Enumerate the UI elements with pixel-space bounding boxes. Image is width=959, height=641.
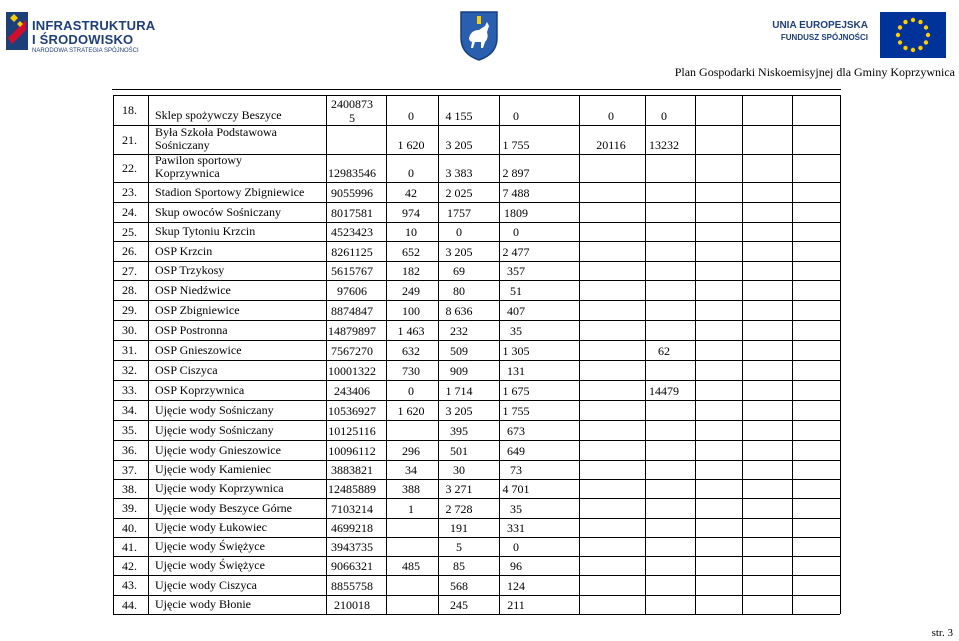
row-number: 26. [122,244,137,258]
cell-value: 8 636 [445,304,473,318]
cell-value: 8855758 [331,579,373,593]
row-number: 21. [122,132,137,147]
cell-value: 0 [513,225,519,239]
cell-value: 243406 [334,384,370,398]
cell-value: 10 [405,225,417,239]
row-number: 42. [122,558,137,573]
cell-value: 1 620 [397,404,425,418]
cell-value: 8017581 [331,206,373,220]
cell-value: 3943735 [331,540,373,554]
cell-value: 9066321 [331,559,373,573]
cell-value: 14479 [649,384,679,398]
facility-name: OSP Koprzywnica [155,383,245,397]
facility-name: Ujęcie wody Koprzywnica [155,481,284,495]
header-rule [112,89,841,90]
cell-value: 1 675 [502,384,530,398]
cell-value: 501 [450,444,468,458]
logo-text-fundusz: FUNDUSZ SPÓJNOŚCI [780,33,868,42]
row-number: 38. [122,481,137,496]
facility-name: OSP Zbigniewice [155,303,240,317]
facility-name: Pawilon sportowy [155,153,242,167]
cell-value: 210018 [334,598,370,612]
facility-name: OSP Krzcin [155,244,213,258]
cell-value: 100 [402,304,420,318]
eu-star-icon [896,33,900,37]
cell-value: 1757 [447,206,471,220]
logo-text-unia: UNIA EUROPEJSKA [772,20,868,31]
eu-star-icon [918,46,922,50]
row-number: 31. [122,343,137,357]
facility-name: Skup Tytoniu Krzcin [155,224,256,238]
cell-value: 124 [507,579,525,593]
cell-value: 3 205 [445,404,473,418]
cell-value: 34 [405,463,417,477]
facility-name: OSP Ciszyca [155,363,218,377]
cell-value: 182 [402,264,420,278]
cell-value: 0 [513,109,519,123]
cell-value: 485 [402,559,420,573]
cell-value: 7103214 [331,502,373,516]
facility-name: Ujęcie wody Kamieniec [155,462,271,476]
row-number: 24. [122,205,137,219]
facility-name: OSP Niedźwice [155,283,231,297]
cell-value: 1 620 [397,138,425,152]
cell-value: 10096112 [328,444,376,458]
eu-star-icon [911,48,915,52]
cell-value: 12485889 [328,482,376,496]
cell-value: 2 728 [445,502,473,516]
row-number: 43. [122,578,137,592]
cell-value: 1 714 [445,384,473,398]
cell-value: 211 [507,598,525,612]
cell-value: 14879897 [328,324,376,338]
row-number: 23. [122,185,137,199]
cell-value: 4523423 [331,225,373,239]
cell-value: 0 [513,540,519,554]
row-number: 33. [122,383,137,397]
cell-value: 5615767 [331,264,373,278]
cell-value: 1 463 [397,324,425,338]
row-number: 32. [122,363,137,377]
facility-name: Ujęcie wody Beszyce Górne [155,501,292,515]
cell-value: 35 [510,502,522,516]
row-number: 36. [122,443,137,457]
cell-value: 51 [510,284,522,298]
eu-star-icon [918,20,922,24]
facility-name: Była Szkoła Podstawowa [155,125,277,139]
nss-flag-icon [6,8,30,54]
cell-value: 331 [507,521,525,535]
cell-value: 2 025 [445,186,473,200]
eu-star-icon [911,18,915,22]
row-number: 40. [122,520,137,535]
cell-value: 2 897 [502,166,530,180]
facility-name: Ujęcie wody Ciszyca [155,578,257,592]
facility-name: OSP Gnieszowice [155,343,242,357]
cell-value: 73 [510,463,522,477]
cell-value: 245 [450,598,468,612]
row-number: 30. [122,323,137,337]
eu-flag-icon [880,12,946,58]
facility-name: OSP Trzykosy [155,263,225,277]
cell-value: 407 [507,304,525,318]
facility-name: Ujęcie wody Błonie [155,597,251,611]
page-number: str. 3 [931,627,953,639]
cell-value: 9055996 [331,186,373,200]
cell-value: 8261125 [331,245,373,259]
cell-value: 649 [507,444,525,458]
row-number: 44. [122,597,137,612]
facility-name: Stadion Sportowy Zbigniewice [155,185,305,199]
cell-value: 30 [453,463,465,477]
cell-value: 3 205 [445,138,473,152]
row-number: 27. [122,263,137,278]
cell-value: 3 271 [445,482,473,496]
facility-name: Skup owoców Sośniczany [155,205,281,219]
cell-value: 652 [402,245,420,259]
cell-value: 2400873 [331,97,373,111]
cell-value: 42 [405,186,417,200]
row-number: 28. [122,283,137,297]
cell-value: 8874847 [331,304,373,318]
cell-value: 4 155 [445,109,473,123]
cell-value: 0 [408,384,414,398]
cell-value: 97606 [337,284,367,298]
facility-name: Sośniczany [155,138,210,152]
cell-value: 1 [408,502,414,516]
logo-text-srodowisko: I ŚRODOWISKO [32,32,134,47]
facility-name: Sklep spożywczy Beszyce [155,108,282,122]
row-number: 22. [122,161,137,175]
cell-value: 909 [450,364,468,378]
eu-star-icon [924,25,928,29]
cell-value: 7 488 [502,186,530,200]
row-number: 29. [122,303,137,317]
cell-value: 5 [349,111,355,125]
cell-value: 232 [450,324,468,338]
cell-value: 4699218 [331,521,373,535]
facility-name: Ujęcie wody Świężyce [155,539,265,553]
cell-value: 131 [507,364,525,378]
facility-name: Ujęcie wody Gnieszowice [155,443,281,457]
eu-star-icon [926,33,930,37]
cell-value: 12983546 [328,166,376,180]
row-number: 34. [122,403,137,417]
cell-value: 357 [507,264,525,278]
cell-value: 3 383 [445,166,473,180]
cell-value: 0 [456,225,462,239]
cell-value: 5 [456,540,462,554]
document-title: Plan Gospodarki Niskoemisyjnej dla Gminy Koprzywnica [674,65,955,79]
cell-value: 2 477 [502,245,530,259]
cell-value: 80 [453,284,465,298]
logo-text-nss: NARODOWA STRATEGIA SPÓJNOŚCI [32,48,139,54]
eu-star-icon [898,40,902,44]
cell-value: 3 205 [445,245,473,259]
cell-value: 10001322 [328,364,376,378]
cell-value: 1 755 [502,404,530,418]
cell-value: 568 [450,579,468,593]
row-number: 37. [122,462,137,477]
row-number: 25. [122,224,137,239]
cell-value: 10125116 [328,424,376,438]
row-number: 35. [122,423,137,437]
row-number: 41. [122,539,137,554]
cell-value: 3883821 [331,463,373,477]
cell-value: 1 755 [502,138,530,152]
eu-star-icon [898,25,902,29]
eu-star-icon [903,20,907,24]
cell-value: 13232 [649,138,679,152]
cell-value: 395 [450,424,468,438]
cell-value: 69 [453,264,465,278]
cell-value: 632 [402,344,420,358]
facility-name: Ujęcie wody Łukowiec [155,520,267,534]
eu-cohesion-fund-logo [772,8,950,58]
infrastruktura-logo [6,8,166,58]
logo-text-infrastruktura: INFRASTRUKTURA [32,18,156,33]
facility-name: OSP Postronna [155,323,228,337]
cell-value: 35 [510,324,522,338]
eu-star-icon [924,40,928,44]
cell-value: 191 [450,521,468,535]
cell-value: 296 [402,444,420,458]
cell-value: 388 [402,482,420,496]
cell-value: 7567270 [331,344,373,358]
coat-of-arms-icon [457,8,501,62]
facility-name: Koprzywnica [155,166,220,180]
cell-value: 509 [450,344,468,358]
facility-name: Ujęcie wody Sośniczany [155,403,274,417]
cell-value: 96 [510,559,522,573]
cell-value: 20116 [596,138,626,152]
facility-name: Ujęcie wody Sośniczany [155,423,274,437]
cell-value: 4 701 [502,482,530,496]
cell-value: 85 [453,559,465,573]
cell-value: 0 [408,109,414,123]
cell-value: 10536927 [328,404,376,418]
cell-value: 1 305 [502,344,530,358]
cell-value: 0 [408,166,414,180]
cell-value: 730 [402,364,420,378]
eu-star-icon [903,46,907,50]
cell-value: 974 [402,206,420,220]
facility-name: Ujęcie wody Świężyce [155,558,265,572]
cell-value: 673 [507,424,525,438]
row-number: 18. [122,103,137,117]
row-number: 39. [122,501,137,515]
cell-value: 0 [608,109,614,123]
cell-value: 1809 [504,206,528,220]
cell-value: 0 [661,109,667,123]
cell-value: 62 [658,344,670,358]
cell-value: 249 [402,284,420,298]
